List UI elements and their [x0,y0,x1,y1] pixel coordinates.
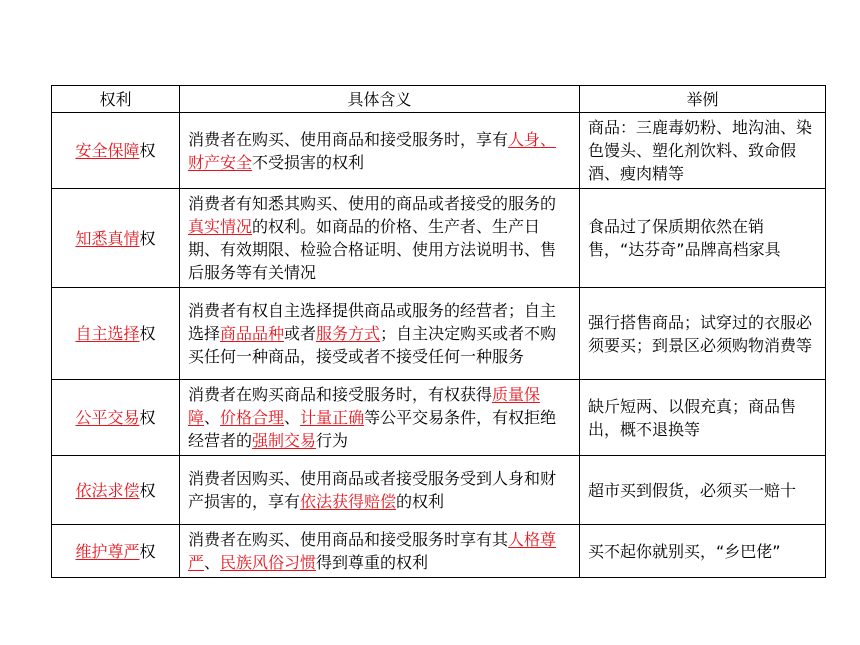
meaning-cell [180,456,580,525]
right-key: 知悉真情 [75,228,140,248]
meaning-highlight: 计量正确 [300,408,365,427]
meaning-text: 行为 [316,431,349,450]
right-suffix: 权 [139,228,156,248]
meaning-cell [180,113,580,189]
table-row [52,113,826,189]
meaning-text: 消费者有权自主选择提供商品或服务的经营者；自主选择 [188,301,557,343]
meaning-highlight: 人身、财产安全 [188,129,557,172]
meaning-highlight: 质量保障 [188,385,541,427]
right-cell [52,380,180,456]
right-suffix: 权 [139,141,156,160]
right-cell [52,456,180,525]
meaning-text: 消费者在购买、使用商品和接受服务时享有其 [188,530,509,549]
meaning-highlight: 民族风俗习惯 [220,553,317,572]
header-right: 权利 [52,86,180,113]
example-cell: 超市买到假货，必须买一赔十 [580,456,826,525]
right-cell [52,113,180,189]
right-suffix: 权 [139,408,156,427]
example-cell: 缺斤短两、以假充真；商品售出，概不退换等 [580,380,826,456]
table-row [52,525,826,578]
table-row [52,189,826,288]
meaning-highlight: 价格合理 [220,408,285,427]
meaning-text: 、 [204,553,221,572]
right-suffix: 权 [139,324,156,343]
right-key: 自主选择 [75,324,140,343]
meaning-text: 的权利。如商品的价格、生产者、生产日期、有效期限、检验合格证明、使用方法说明书、售后服务等有关情况 [188,217,557,282]
meaning-text: 消费者因购买、使用商品或者接受服务受到人身和财产损害的，享有 [188,469,557,511]
meaning-text: 或者 [284,324,317,343]
meaning-text: 消费者有知悉其购买、使用的商品或者接受的服务的 [188,194,557,213]
table-row [52,456,826,525]
meaning-text: 、 [204,408,221,427]
right-key: 安全保障 [75,141,140,160]
meaning-text: 、 [284,408,301,427]
header-example: 举例 [580,86,826,113]
meaning-cell [180,189,580,288]
example-cell: 强行搭售商品；试穿过的衣服必须要买；到景区必须购物消费等 [580,288,826,380]
meaning-highlight: 真实情况 [188,217,253,236]
right-key: 公平交易 [75,408,140,427]
right-key: 依法求偿 [75,480,140,500]
example-cell: 买不起你就别买，“乡巴佬” [580,525,826,578]
right-key: 维护尊严 [75,541,140,561]
meaning-highlight: 商品品种 [220,324,285,343]
consumer-rights-table [51,85,826,578]
meaning-text: 不受损害的权利 [252,152,365,172]
meaning-text: 消费者在购买、使用商品和接受服务时，享有 [188,129,509,149]
right-cell [52,189,180,288]
right-cell [52,288,180,380]
table-row [52,380,826,456]
meaning-highlight: 强制交易 [252,431,317,450]
right-suffix: 权 [139,541,156,561]
meaning-highlight: 服务方式 [316,324,381,343]
meaning-cell [180,288,580,380]
header-meaning: 具体含义 [180,86,580,113]
example-cell: 商品：三鹿毒奶粉、地沟油、染色馒头、塑化剂饮料、致命假酒、瘦肉精等 [580,113,826,189]
meaning-highlight: 依法获得赔偿 [300,492,397,511]
right-suffix: 权 [139,480,156,500]
meaning-text: ；自主决定购买或者不购买任何一种商品，接受或者不接受任何一种服务 [188,324,557,366]
meaning-text: 得到尊重的权利 [316,553,429,572]
meaning-text: 的权利 [396,492,445,511]
meaning-text: 等公平交易条件，有权拒绝经营者的 [188,408,557,450]
example-cell: 食品过了保质期依然在销售，“达芬奇”品牌高档家具 [580,189,826,288]
table-row [52,288,826,380]
meaning-text: 消费者在购买商品和接受服务时，有权获得 [188,385,493,404]
meaning-cell [180,525,580,578]
meaning-cell [180,380,580,456]
meaning-highlight: 人格尊严 [188,530,557,572]
right-cell [52,525,180,578]
table-header-row [52,86,826,113]
